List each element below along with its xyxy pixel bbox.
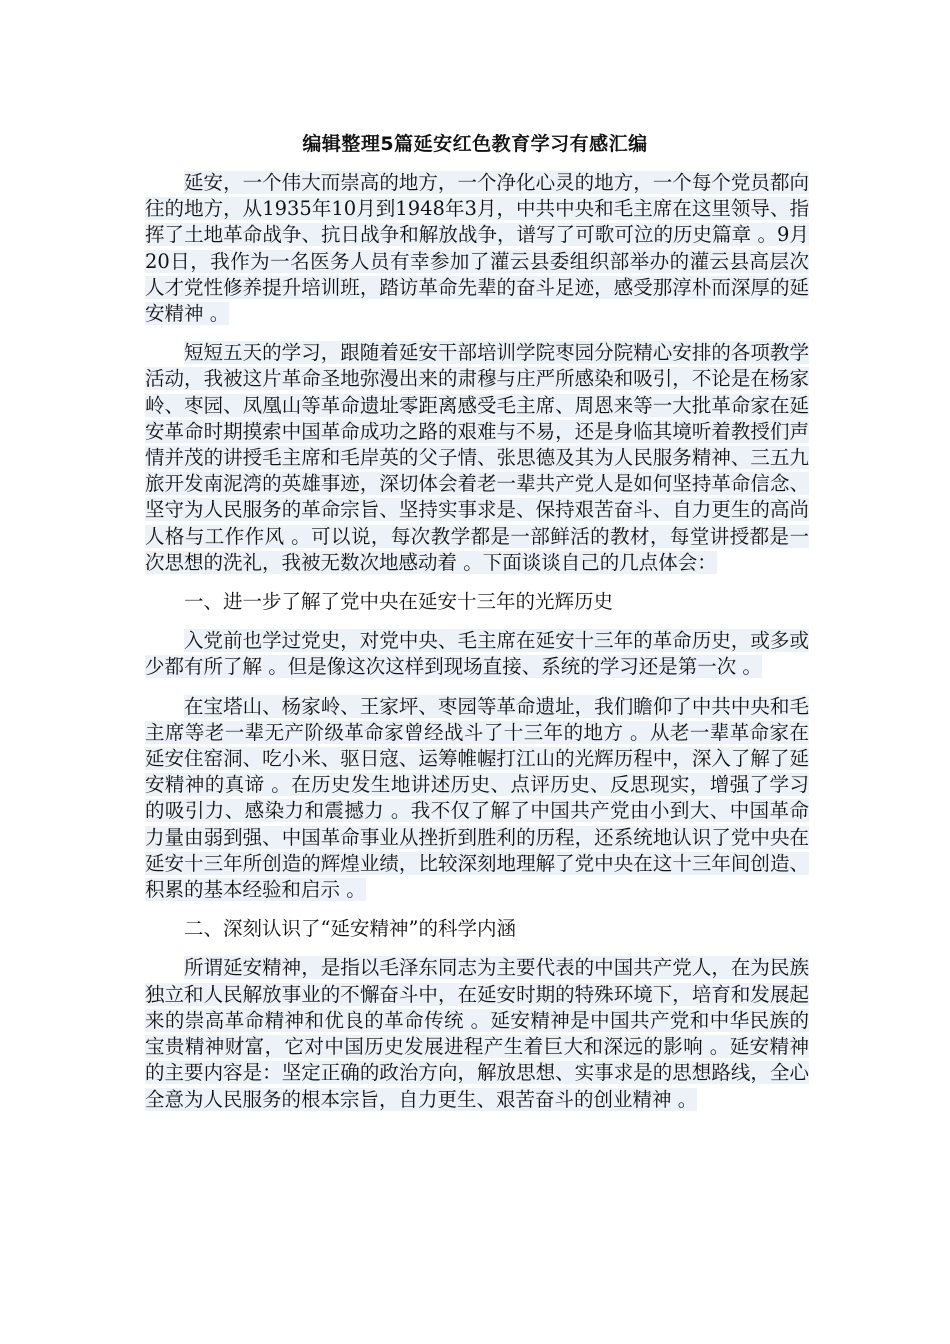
section-heading-2	[145, 916, 809, 942]
paragraph-yanan-spirit	[145, 955, 809, 1112]
paragraph-history-sites	[145, 694, 809, 904]
paragraph-text: 所谓延安精神，是指以毛泽东同志为主要代表的中国共产党人，在为民族独立和人民解放事业的不懈奋斗中，在延安时期的特殊环境下，培育和发展起来的崇高革命精神和优良的革命传统 。延安精神是中国共产党和中华民族的宝贵精神财富，它对中国历史发展进程产生着巨大和深远的影响 。延安精神的主要内容是：坚定正确的政治方向，解放思想、实事求是的思想路线，全心全意为人民服务的根本宗旨，自力更生、艰苦奋斗的创业精神 。	[145, 956, 809, 1111]
heading-text: 二、深刻认识了“延安精神”的科学内涵	[184, 917, 516, 941]
paragraph-text: 延安，一个伟大而崇高的地方，一个净化心灵的地方，一个每个党员都向往的地方，从1935年10月到1948年3月，中共中央和毛主席在这里领导、指挥了土地革命战争、抗日战争和解放战争，谱写了可歌可泣的历史篇章 。9月20日，我作为一名医务人员有幸参加了灌云县委组织部举办的灌云县高层次人才党性修养提升培训班，踏访革命先辈的奋斗足迹，感受那淳朴而深厚的延安精神 。	[145, 171, 809, 326]
paragraph-text: 在宝塔山、杨家岭、王家坪、枣园等革命遗址，我们瞻仰了中共中央和毛主席等老一辈无产阶级革命家曾经战斗了十三年的地方 。从老一辈革命家在延安住窑洞、吃小米、驱日寇、运筹帷幄打江山的光辉历程中，深入了解了延安精神的真谛 。在历史发生地讲述历史、点评历史、反思现实，增强了学习的吸引力、感染力和震撼力 。我不仅了解了中国共产党由小到大、中国革命力量由弱到强、中国革命事业从挫折到胜利的历程，还系统地认识了党中央在延安十三年所创造的辉煌业绩，比较深刻地理解了党中央在这十三年间创造、积累的基本经验和启示 。	[145, 694, 809, 902]
document-body	[145, 170, 809, 1126]
paragraph-intro	[145, 170, 809, 327]
section-heading-1	[145, 589, 809, 615]
paragraph-text: 入党前也学过党史，对党中央、毛主席在延安十三年的革命历史，或多或少都有所了解 。但是像这次这样到现场直接、系统的学习还是第一次 。	[145, 629, 809, 679]
document-title: 编辑整理5篇延安红色教育学习有感汇编	[302, 133, 648, 155]
paragraph-history-intro	[145, 628, 809, 680]
paragraph-text: 短短五天的学习，跟随着延安干部培训学院枣园分院精心安排的各项教学活动，我被这片革命圣地弥漫出来的肃穆与庄严所感染和吸引，不论是在杨家岭、枣园、凤凰山等革命遗址零距离感受毛主席、周恩来等一大批革命家在延安革命时期摸索中国革命成功之路的艰难与不易，还是身临其境听着教授们声情并茂的讲授毛主席和毛岸英的父子情、张思德及其为人民服务精神、三五九旅开发南泥湾的英雄事迹，深切体会着老一辈共产党人是如何坚持革命信念、坚守为人民服务的革命宗旨、坚持实事求是、保持艰苦奋斗、自力更生的高尚人格与工作作风 。可以说，每次教学都是一部鲜活的教材，每堂讲授都是一次思想的洗礼，我被无数次地感动着 。下面谈谈自己的几点体会：	[145, 341, 809, 574]
paragraph-study	[145, 340, 809, 576]
heading-text: 一、进一步了解了党中央在延安十三年的光辉历史	[184, 590, 614, 614]
